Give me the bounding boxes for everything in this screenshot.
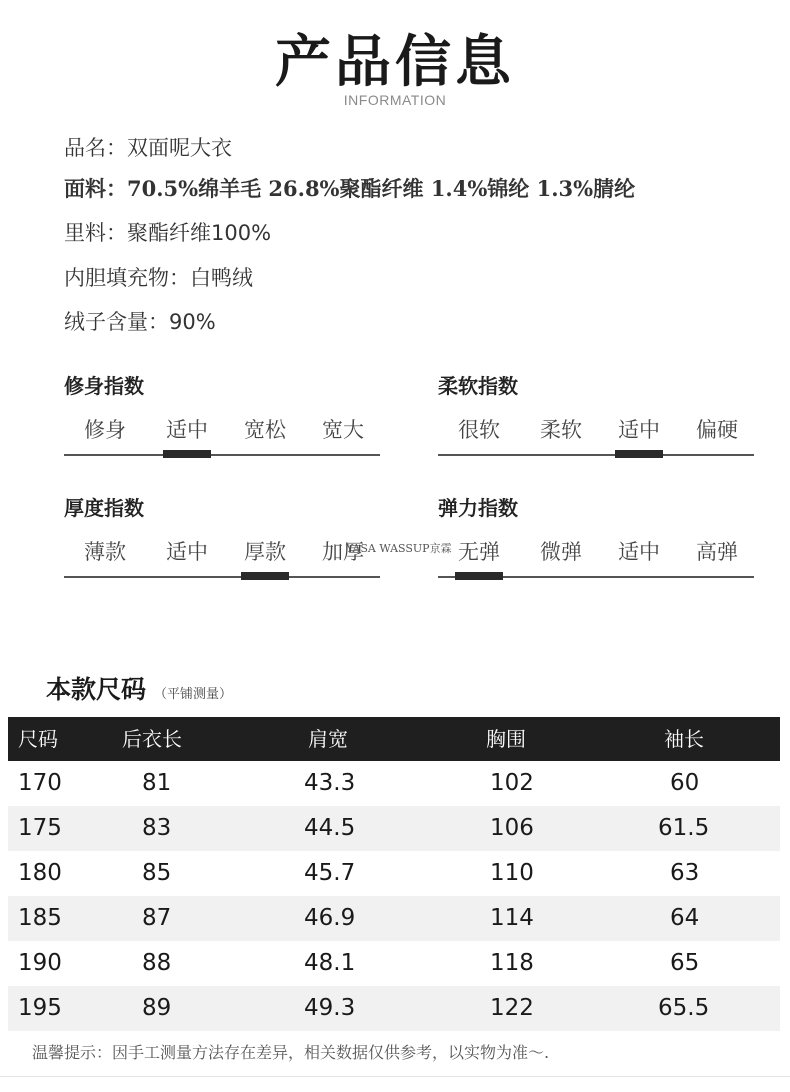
cell-sleeve: 61.5: [658, 815, 710, 841]
size-heading-text: 本款尺码: [46, 675, 147, 704]
cell-size: 190: [18, 950, 62, 976]
cell-chest: 118: [490, 950, 534, 976]
table-row: [8, 896, 780, 941]
cell-size: 175: [18, 815, 62, 841]
index-softness-title: 柔软指数: [438, 374, 518, 398]
info-down-value: 90%: [169, 310, 216, 334]
index-option: 柔软: [540, 418, 582, 442]
index-option: 薄款: [84, 540, 126, 564]
index-thickness-options: [64, 536, 384, 566]
info-down-label: 绒子含量：: [64, 310, 169, 334]
index-elasticity-title: 弹力指数: [438, 496, 518, 520]
info-lining-label: 里料：: [64, 221, 127, 245]
cell-back-length: 83: [142, 815, 172, 841]
index-fit-options: [64, 414, 384, 444]
cell-sleeve: 65.5: [658, 995, 710, 1021]
page-title: 产品信息: [275, 30, 515, 95]
cell-size: 180: [18, 860, 62, 886]
info-name-label: 品名：: [64, 136, 127, 160]
index-scale-line: [64, 454, 380, 456]
cell-shoulder: 43.3: [304, 770, 356, 796]
size-heading-note: （平铺测量）: [154, 687, 233, 702]
index-elasticity-options: [438, 536, 758, 566]
cell-shoulder: 44.5: [304, 815, 356, 841]
cell-chest: 110: [490, 860, 534, 886]
info-name: [64, 132, 232, 162]
index-option: 修身: [84, 418, 126, 442]
info-filling: [64, 262, 253, 292]
cell-size: 185: [18, 905, 62, 931]
index-scale-line: [64, 576, 380, 578]
bottom-divider: [0, 1076, 790, 1077]
column-header-sleeve: 袖长: [664, 727, 704, 751]
table-row: [8, 851, 780, 896]
index-thickness-title: 厚度指数: [64, 496, 144, 520]
index-softness-options: [438, 414, 758, 444]
cell-chest: 106: [490, 815, 534, 841]
cell-size: 195: [18, 995, 62, 1021]
index-option: 适中: [166, 418, 208, 442]
info-fabric: [64, 173, 635, 203]
index-option: 微弹: [540, 540, 582, 564]
cell-sleeve: 64: [670, 905, 700, 931]
index-option: 加厚: [322, 540, 364, 564]
cell-shoulder: 49.3: [304, 995, 356, 1021]
index-option: 宽松: [244, 418, 286, 442]
index-option: 宽大: [322, 418, 364, 442]
column-header-chest: 胸围: [486, 727, 526, 751]
info-filling-value: 白鸭绒: [190, 266, 253, 290]
cell-sleeve: 60: [670, 770, 700, 796]
info-down-content: [64, 306, 216, 336]
cell-size: 170: [18, 770, 62, 796]
footnote: 温馨提示：因手工测量方法存在差异，相关数据仅供参考，以实物为准～.: [32, 1043, 550, 1062]
page-subtitle: INFORMATION: [343, 92, 447, 108]
index-option: 高弹: [696, 540, 738, 564]
info-lining: [64, 217, 271, 247]
watermark: YASA WASSUP京霖: [346, 542, 452, 555]
size-section-heading: [46, 670, 232, 706]
index-fit-title: 修身指数: [64, 374, 144, 398]
info-lining-value: 聚酯纤维100%: [127, 221, 272, 245]
index-selected-marker: [615, 450, 663, 458]
index-scale-line: [438, 454, 754, 456]
index-option: 厚款: [244, 540, 286, 564]
info-fabric-value: 70.5%绵羊毛 26.8%聚酯纤维 1.4%锦纶 1.3%腈纶: [127, 176, 636, 201]
column-header-back-length: 后衣长: [122, 727, 182, 751]
column-header-shoulder: 肩宽: [308, 727, 348, 751]
info-filling-label: 内胆填充物：: [64, 266, 190, 290]
index-selected-marker: [241, 572, 289, 580]
cell-back-length: 88: [142, 950, 172, 976]
size-table: [8, 717, 780, 1031]
index-option: 适中: [166, 540, 208, 564]
table-row: [8, 806, 780, 851]
table-row: [8, 941, 780, 986]
info-name-value: 双面呢大衣: [127, 136, 232, 160]
cell-back-length: 89: [142, 995, 172, 1021]
table-row: [8, 986, 780, 1031]
cell-shoulder: 45.7: [304, 860, 356, 886]
cell-back-length: 85: [142, 860, 172, 886]
cell-sleeve: 63: [670, 860, 700, 886]
cell-chest: 102: [490, 770, 534, 796]
index-option: 很软: [458, 418, 500, 442]
cell-chest: 122: [490, 995, 534, 1021]
cell-back-length: 81: [142, 770, 172, 796]
cell-shoulder: 48.1: [304, 950, 356, 976]
cell-shoulder: 46.9: [304, 905, 356, 931]
index-option: 无弹: [458, 540, 500, 564]
cell-sleeve: 65: [670, 950, 700, 976]
index-selected-marker: [163, 450, 211, 458]
info-fabric-label: 面料：: [64, 176, 127, 201]
size-table-header: [8, 717, 780, 761]
index-option: 适中: [618, 418, 660, 442]
cell-back-length: 87: [142, 905, 172, 931]
index-option: 偏硬: [696, 418, 738, 442]
column-header-size: 尺码: [18, 727, 58, 751]
cell-chest: 114: [490, 905, 534, 931]
index-option: 适中: [618, 540, 660, 564]
index-selected-marker: [455, 572, 503, 580]
table-row: [8, 761, 780, 806]
